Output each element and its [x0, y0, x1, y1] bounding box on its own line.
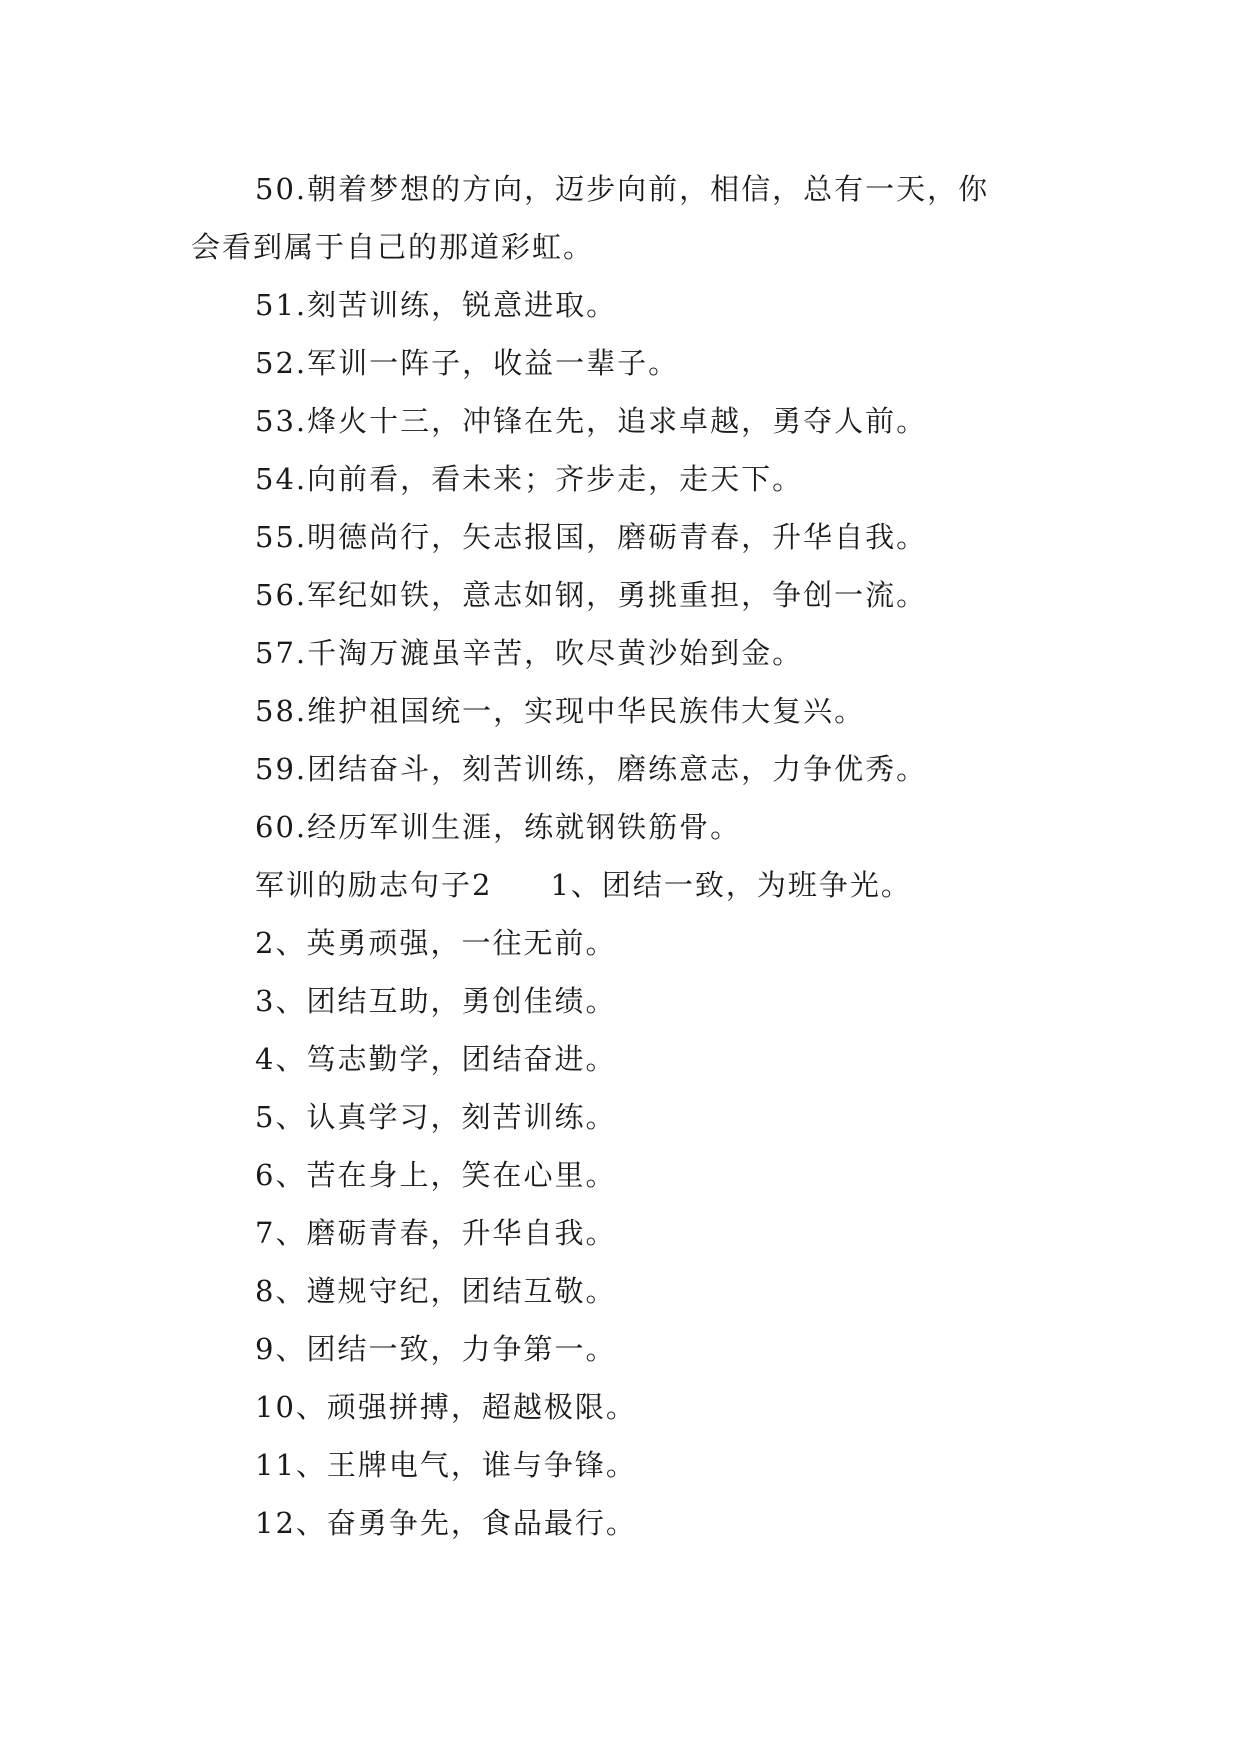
list-item: 3、团结互助，勇创佳绩。	[255, 984, 617, 1018]
section-heading-line	[191, 856, 1071, 914]
paragraph-line: 52.军训一阵子，收益一辈子。	[255, 346, 680, 380]
paragraph-line: 51.刻苦训练，锐意进取。	[255, 288, 618, 322]
list-item: 8、遵规守纪，团结互敬。	[255, 1274, 617, 1308]
paragraph-line: 58.维护祖国统一，实现中华民族伟大复兴。	[255, 694, 866, 728]
list-item: 12、奋勇争先，食品最行。	[255, 1506, 637, 1540]
list-item: 7、磨砺青春，升华自我。	[255, 1216, 617, 1250]
section-heading: 军训的励志句子2	[255, 868, 493, 902]
paragraph-line: 55.明德尚行，矢志报国，磨砺青春，升华自我。	[255, 520, 928, 554]
list-item: 5、认真学习，刻苦训练。	[255, 1100, 617, 1134]
paragraph-line: 54.向前看，看未来；齐步走，走天下。	[255, 462, 804, 496]
list-item: 4、笃志勤学，团结奋进。	[255, 1042, 617, 1076]
paragraph-line: 53.烽火十三，冲锋在先，追求卓越，勇夺人前。	[255, 404, 928, 438]
list-item: 6、苦在身上，笑在心里。	[255, 1158, 617, 1192]
paragraph-line: 56.军纪如铁，意志如钢，勇挑重担，争创一流。	[255, 578, 928, 612]
list-item: 9、团结一致，力争第一。	[255, 1332, 617, 1366]
paragraph-line: 57.千淘万漉虽辛苦，吹尽黄沙始到金。	[255, 636, 804, 670]
paragraph-line: 50.朝着梦想的方向，迈步向前，相信，总有一天，你	[255, 172, 990, 206]
list-item: 2、英勇顽强，一往无前。	[255, 926, 617, 960]
list-item: 11、王牌电气，谁与争锋。	[255, 1448, 637, 1482]
document-body	[191, 160, 1071, 1552]
paragraph-line: 60.经历军训生涯，练就钢铁筋骨。	[255, 810, 742, 844]
paragraph-line: 59.团结奋斗，刻苦训练，磨练意志，力争优秀。	[255, 752, 928, 786]
paragraph-line: 会看到属于自己的那道彩虹。	[191, 230, 595, 264]
section-first-item: 1、团结一致，为班争光。	[550, 868, 912, 902]
list-item: 10、顽强拼搏，超越极限。	[255, 1390, 637, 1424]
